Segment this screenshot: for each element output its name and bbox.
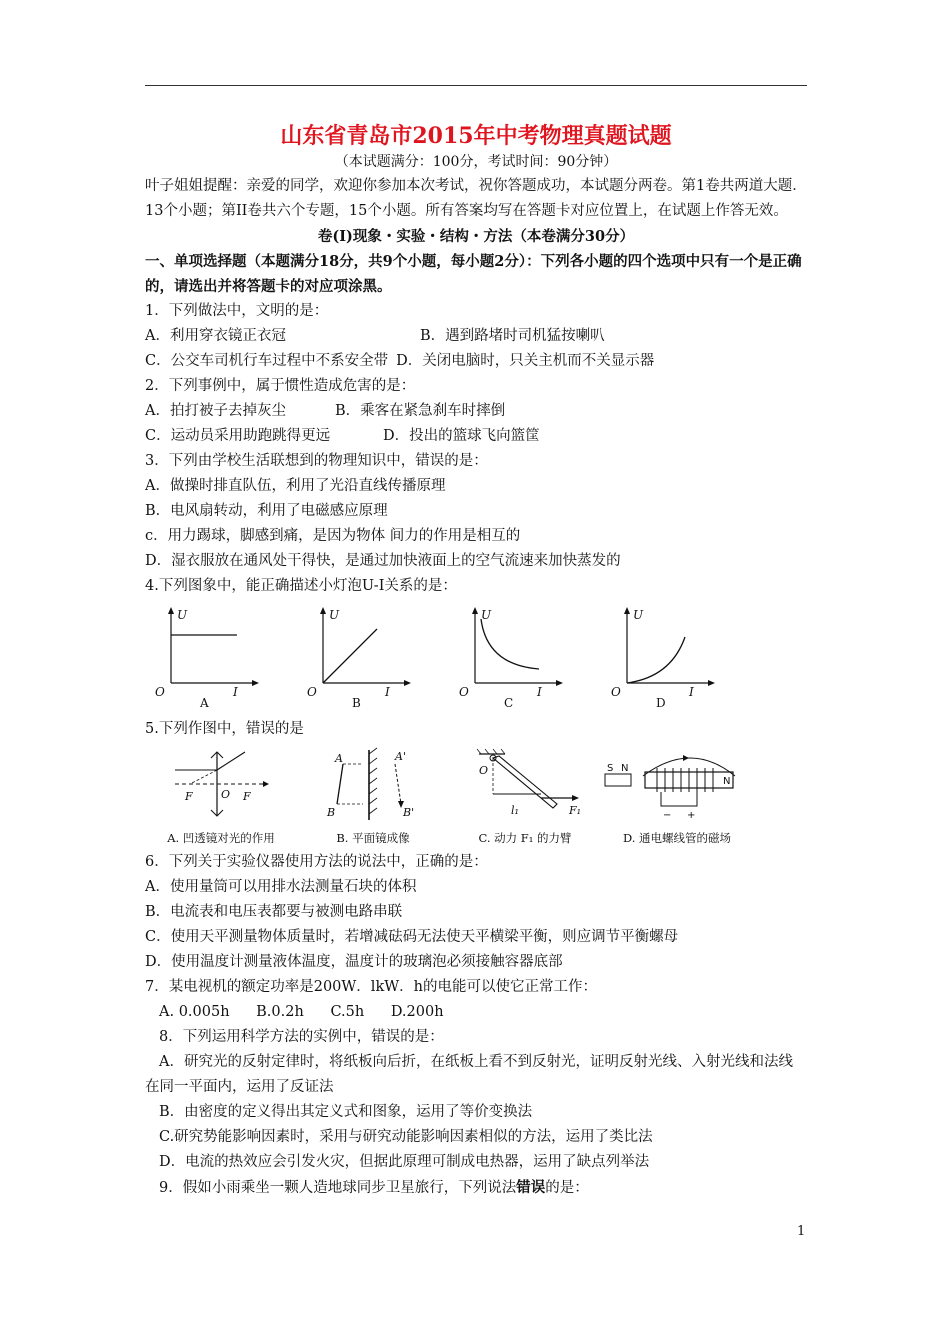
q9-stem-before: 9．假如小雨乘坐一颗人造地球同步卫星旅行，下列说法	[159, 1180, 517, 1196]
q2-option-b: B．乘客在紧急刹车时摔倒	[335, 403, 506, 419]
q8-stem: 8．下列运用科学方法的实例中，错误的是：	[159, 1029, 444, 1045]
q4-c-axis-u: U	[481, 608, 492, 622]
q4-graphs	[145, 603, 807, 711]
q5-fig-d-caption: D. 通电螺线管的磁场	[622, 831, 732, 845]
q5-fig-d-svg	[601, 746, 751, 826]
q7-stem: 7．某电视机的额定功率是200W．lkW．h的电能可以使它正常工作：	[145, 979, 597, 995]
volume1-heading: 卷(I)现象・实验・结构・方法（本卷满分30分）	[317, 228, 635, 245]
q4-graph-d	[601, 603, 753, 711]
q5-a-o: O	[221, 788, 231, 801]
q4-graph-a	[145, 603, 297, 711]
section1-heading: 一、单项选择题（本题满分18分，共9个小题，每小题2分）：下列各小题的四个选项中只有一个是正确的，请选出并将答题卡的对应项涂黑。	[145, 253, 802, 295]
q1-option-d: D．关闭电脑时，只关主机而不关显示器	[396, 353, 655, 369]
q8-option-b: B．由密度的定义得出其定义式和图象，运用了等价变换法	[159, 1104, 533, 1120]
q3-option-d: D．湿衣服放在通风处干得快，是通过加快液面上的空气流速来加快蒸发的	[145, 553, 621, 569]
q2-stem: 2．下列事例中，属于惯性造成危害的是：	[145, 378, 416, 394]
q5-b-b: B	[327, 806, 336, 819]
q6-stem: 6．下列关于实验仪器使用方法的说法中，正确的是：	[145, 854, 488, 870]
q7-option-b: B.0.2h	[256, 1004, 304, 1020]
q5-d-minus: −	[663, 810, 672, 821]
q5-a-f2: F	[243, 790, 251, 803]
q3-option-b: B．电风扇转动，利用了电磁感应原理	[145, 503, 388, 519]
q4-graph-d-svg	[601, 603, 751, 711]
q5-fig-c-caption: C. 动力 F₁ 的力臂	[478, 831, 572, 845]
q9-stem-bold: 错误	[516, 1179, 546, 1196]
q3-stem: 3．下列由学校生活联想到的物理知识中，错误的是：	[145, 453, 488, 469]
q4-b-axis-i: I	[385, 685, 390, 699]
q4-d-axis-u: U	[633, 608, 644, 622]
q5-fig-b-caption: B. 平面镜成像	[336, 831, 410, 845]
q5-d-n1: N	[621, 763, 629, 774]
q5-c-f: F₁	[569, 804, 582, 817]
q5-b-a: A	[335, 752, 343, 765]
q2-option-a: A．拍打被子去掉灰尘	[145, 403, 286, 419]
q4-a-axis-i: I	[233, 685, 238, 699]
q1-option-c: C．公交车司机行车过程中不系安全带	[145, 353, 389, 369]
q4-b-axis-u: U	[329, 608, 340, 622]
q5-fig-a	[145, 746, 297, 844]
q7-options	[145, 1000, 807, 1025]
q8-option-a: A．研究光的反射定律时，将纸板向后折，在纸板上看不到反射光，证明反射光线、入射光线和法线在同一平面内，运用了反证法	[145, 1054, 793, 1095]
q3-option-a: A．做操时排直队伍，利用了光沿直线传播原理	[145, 478, 446, 494]
header-rule	[145, 85, 807, 86]
q4-b-origin: O	[307, 685, 317, 699]
q5-fig-a-caption: A. 凹透镜对光的作用	[167, 831, 275, 845]
exam-page	[145, 120, 807, 1201]
q5-fig-a-svg	[145, 746, 295, 826]
q2-option-c: C．运动员采用助跑跳得更远	[145, 428, 331, 444]
q4-d-label: D	[656, 696, 666, 710]
q5-c-l: l₁	[511, 804, 519, 817]
q5-a-f1: F	[185, 790, 193, 803]
q5-stem: 5.下列作图中，错误的是	[145, 721, 304, 737]
exam-title: 山东省青岛市2015年中考物理真题试题	[280, 123, 672, 149]
q4-graph-a-svg	[145, 603, 295, 711]
q7-option-d: D.200h	[390, 1004, 444, 1020]
q8-option-c: C.研究势能影响因素时，采用与研究动能影响因素相似的方法，运用了类比法	[159, 1129, 653, 1145]
q4-a-label: A	[200, 696, 209, 710]
q5-c-o: O	[479, 764, 489, 777]
q4-d-axis-i: I	[689, 685, 694, 699]
q5-b-a2: A'	[395, 750, 406, 763]
q1-stem: 1．下列做法中，文明的是：	[145, 303, 329, 319]
q1-option-a: A．利用穿衣镜正衣冠	[145, 328, 286, 344]
q5-fig-b	[297, 746, 449, 844]
q7-option-a: A. 0.005h	[159, 1004, 230, 1020]
q6-option-b: B．电流表和电压表都要与被测电路串联	[145, 904, 403, 920]
q5-fig-b-svg	[297, 746, 447, 826]
q9-stem-after: 的是：	[545, 1180, 589, 1196]
q4-c-origin: O	[459, 685, 469, 699]
q6-option-d: D．使用温度计测量液体温度，温度计的玻璃泡必须接触容器底部	[145, 954, 563, 970]
q4-b-label: B	[352, 696, 361, 710]
q5-b-b2: B'	[403, 806, 415, 819]
q4-graph-c-svg	[449, 603, 599, 711]
q5-fig-c	[449, 746, 601, 844]
q4-graph-c	[449, 603, 601, 711]
q6-option-a: A．使用量筒可以用排水法测量石块的体积	[145, 879, 417, 895]
q1-option-b: B．遇到路堵时司机猛按喇叭	[420, 328, 605, 344]
intro-text: 叶子姐姐提醒：亲爱的同学，欢迎你参加本次考试，祝你答题成功，本试题分两卷。第1卷共两道大题．13个小题；第II卷共六个专题，15个小题。所有答案均写在答题卡对应位置上，在试题上作答无效。	[145, 178, 807, 219]
q7-option-c: C.5h	[330, 1004, 365, 1020]
q5-d-n2: N	[723, 776, 731, 787]
exam-subtitle: （本试题满分：100分，考试时间：90分钟）	[334, 154, 618, 170]
q9-stem	[145, 1175, 807, 1201]
page-number: 1	[797, 1224, 806, 1239]
q4-c-axis-i: I	[537, 685, 542, 699]
q4-graph-b-svg	[297, 603, 447, 711]
q5-fig-d	[601, 746, 753, 844]
q4-a-origin: O	[155, 685, 165, 699]
q8-option-d: D．电流的热效应会引发火灾，但据此原理可制成电热器，运用了缺点列举法	[159, 1154, 650, 1170]
q4-graph-b	[297, 603, 449, 711]
q3-option-c: c．用力踢球，脚感到痛，是因为物体 间力的作用是相互的	[145, 528, 521, 544]
q4-d-origin: O	[611, 685, 621, 699]
q5-fig-c-svg	[449, 746, 599, 826]
q5-d-plus: +	[687, 810, 696, 821]
q5-figures	[145, 746, 807, 844]
q4-stem: 4.下列图象中，能正确描述小灯泡U-I关系的是：	[145, 578, 457, 594]
q4-c-label: C	[504, 696, 514, 710]
q6-option-c: C．使用天平测量物体质量时，若增减砝码无法使天平横梁平衡，则应调节平衡螺母	[145, 929, 679, 945]
q5-d-s: S	[607, 763, 614, 774]
q2-option-d: D．投出的篮球飞向篮筐	[383, 428, 540, 444]
q4-a-axis-u: U	[177, 608, 188, 622]
